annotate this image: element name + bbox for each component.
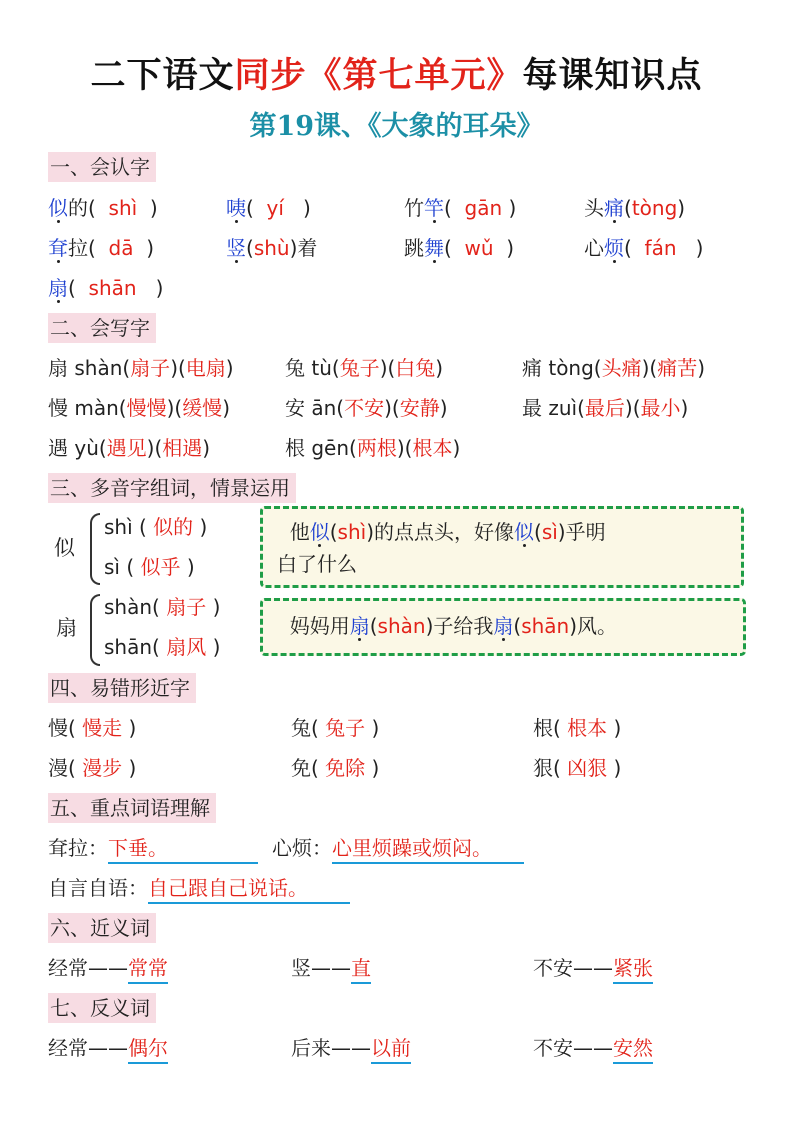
recognize-item: 竹竿( gān ): [404, 196, 517, 220]
write-item: 安 ān(不安)(安静): [285, 396, 448, 420]
polyphone-reading: shì ( 似的 ): [104, 515, 208, 539]
title-topic: 每课知识点: [522, 55, 703, 96]
context-sentence-box: 妈妈用扇(shàn)子给我扇(shān)风。: [260, 598, 746, 656]
context-sentence-box: 他似(shì)的点点头，好像似(sì)乎明 白了什么: [260, 506, 744, 588]
write-item: 最 zuì(最后)(最小): [522, 396, 689, 420]
synonym-item: 经常——常常: [48, 953, 168, 984]
recognize-item: 似的( shì ): [48, 196, 158, 220]
section-heading-meanings: 五、重点词语理解: [48, 793, 216, 823]
similar-item: 根( 根本 ): [533, 716, 622, 740]
similar-item: 兔( 兔子 ): [291, 716, 380, 740]
polyphone-reading: sì ( 似乎 ): [104, 555, 195, 579]
brace-icon: [90, 594, 100, 666]
write-item: 痛 tòng(头痛)(痛苦): [522, 356, 706, 380]
section-heading-synonyms: 六、近义词: [48, 913, 156, 943]
recognize-item: 心烦( fán ): [584, 236, 704, 260]
lesson-subtitle: 第19课、《大象的耳朵》: [249, 111, 544, 142]
write-item: 遇 yù(遇见)(相遇): [48, 436, 211, 460]
title-grade: 二下语文: [90, 55, 235, 96]
polyphone-reading: shān( 扇风 ): [104, 635, 221, 659]
similar-item: 免( 免除 ): [291, 756, 380, 780]
polyphone-char: 似: [54, 536, 75, 560]
meaning-item: 耷拉：下垂。: [48, 833, 258, 864]
antonym-item: 后来——以前: [291, 1033, 411, 1064]
section-heading-polyphone: 三、多音字组词，情景运用: [48, 473, 296, 503]
similar-item: 慢( 慢走 ): [48, 716, 137, 740]
polyphone-char: 扇: [56, 616, 77, 640]
recognize-item: 咦( yí ): [226, 196, 311, 220]
polyphone-reading: shàn( 扇子 ): [104, 595, 221, 619]
recognize-item: 头痛(tòng): [584, 196, 686, 220]
write-item: 扇 shàn(扇子)(电扇): [48, 356, 234, 380]
recognize-item: 耷拉( dā ): [48, 236, 155, 260]
section-heading-similar: 四、易错形近字: [48, 673, 196, 703]
meaning-item: 自言自语：自己跟自己说话。: [48, 873, 350, 904]
recognize-item: 竖(shù)着: [226, 236, 318, 260]
recognize-item: 扇( shān ): [48, 276, 164, 300]
write-item: 根 gēn(两根)(根本): [285, 436, 461, 460]
page-title: [0, 48, 793, 98]
recognize-item: 跳舞( wǔ ): [404, 236, 515, 260]
write-item: 兔 tù(兔子)(白兔): [285, 356, 444, 380]
synonym-item: 不安——紧张: [533, 953, 653, 984]
meaning-item: 心烦：心里烦躁或烦闷。: [272, 833, 524, 864]
title-unit: 同步《第七单元》: [234, 55, 523, 96]
antonym-item: 不安——安然: [533, 1033, 653, 1064]
antonym-item: 经常——偶尔: [48, 1033, 168, 1064]
synonym-item: 竖——直: [291, 953, 371, 984]
section-heading-write: 二、会写字: [48, 313, 156, 343]
section-heading-recognize: 一、会认字: [48, 152, 156, 182]
section-heading-antonyms: 七、反义词: [48, 993, 156, 1023]
similar-item: 狠( 凶狠 ): [533, 756, 622, 780]
similar-item: 漫( 漫步 ): [48, 756, 137, 780]
brace-icon: [90, 513, 100, 585]
write-item: 慢 màn(慢慢)(缓慢): [48, 396, 230, 420]
